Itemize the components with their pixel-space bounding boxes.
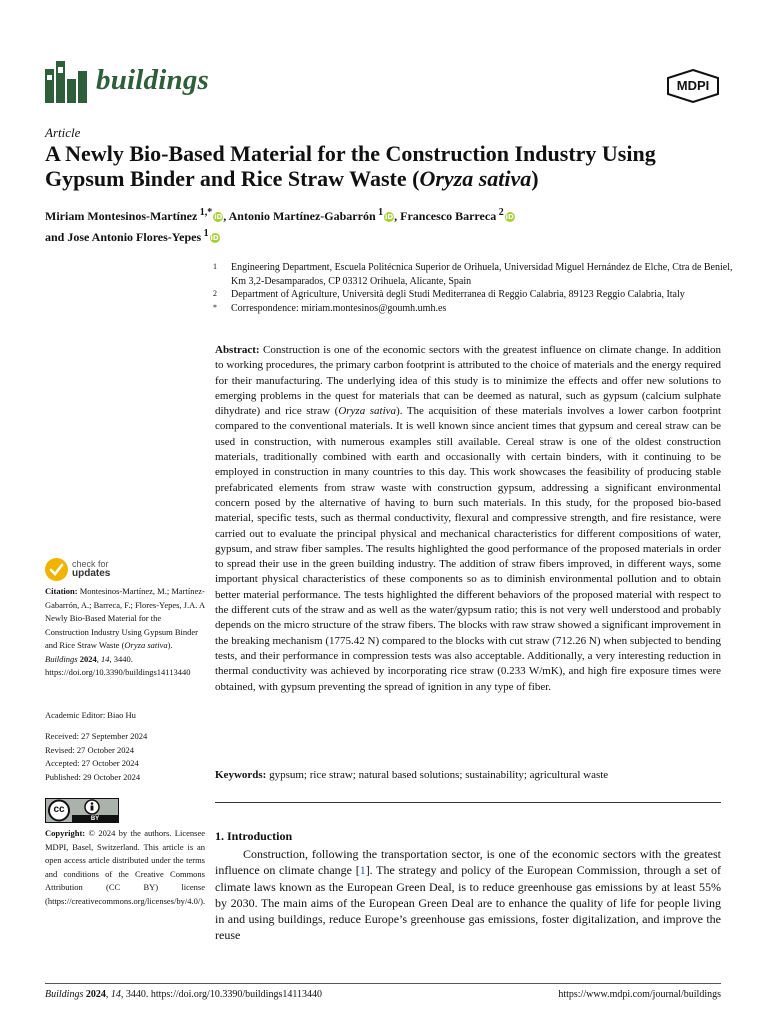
introduction-paragraph: [215, 846, 721, 944]
keywords: [215, 768, 721, 783]
dates-block: [45, 730, 205, 784]
journal-name: buildings: [96, 64, 210, 96]
citation-journal: Buildings: [45, 653, 78, 664]
affiliation-number: 2: [213, 289, 217, 298]
citation-volume: 14: [100, 653, 110, 664]
abstract-text: Construction is one of the economic sectors with the greatest influence on climate change. In addition to working procedures, the primary carbon footprint is attributed to the choice of materials and the energy required for their manufacturing. The underlying idea of this study is to minimize the effects and offer new solutions to emerging problems in the quest for materials that can be deemed as natural, such as gypsum (calcium sulphate dihydrate) and rice straw (: [215, 344, 721, 418]
title-species: Oryza sativa: [419, 166, 532, 191]
affiliations: [213, 261, 733, 315]
affiliation-item: [213, 261, 733, 288]
updates-text: updates: [72, 568, 111, 579]
article-title: [45, 141, 735, 191]
affiliation-text: Department of Agriculture, Università degli Studi Mediterranea di Reggio Calabria, 89123 Reggio Calabria, Italy: [231, 289, 685, 300]
footer-journal-url[interactable]: https://www.mdpi.com/journal/buildings: [558, 989, 721, 1000]
cc-by-license-badge[interactable]: [45, 798, 119, 823]
citation-species: Oryza sativa: [124, 640, 168, 650]
footer-year: 2024: [83, 989, 106, 1000]
date-revised: Revised: 27 October 2024: [45, 744, 134, 755]
affiliation-number: *: [213, 302, 217, 312]
abstract-text-cont: ). The acquisition of these materials involves a lower carbon footprint compared to the conventional materials. It is well known since ancient times that gypsum and cereal straw can be used in construction, with numerous examples still available. Cereal straw is one of the oldest construction materials, traditionally combined with earth and occasionally with certain binders, with it continuing to be employed in construction in many countries to this day. This work showcases the feasibility of producing stable prefabricated elements from straw waste with construction gypsum, addressing a significant environmental concern posed by the alternative of having to burn such materials. In this study, for the proposed bio-based material, specific tests, such as thermal conductivity, flexural and compressive strength, and fire resistance, were carried out to evaluate the principal physical and mechanical characteristics for different compositions of water, gypsum, and straw fiber samples. The results highlighted the good performance of the proposed materials in order to spread their use in the green building industry. The addition of straw fibers improved, in different ways, some important physical characteristics of these components so as to diminish environmental pollution and to obtain better material performance. The tests highlighted the different behaviors of the proposed material with respect to the different cuts of the straw and as well as the water/gypsum ratio; this is not very well understood and probably depends on the micro structure of the straw fibers. The blocks with raw straw showed a significant improvement in the breaking mechanism (1775.42 N) compared to the blocks with cut straw (712.26 N) when subjected to bending tests, and their performance in compression tests was also acceptable. Additionally, a very interesting reduction in thermal conductivity was achieved by incorporating rice straw (0.233 W/mK), and high fire exposure times were obtained, with gypsum preventing the spread of ignition in any type of fiber.: [215, 405, 721, 693]
by-text: BY: [90, 816, 100, 822]
check-for-text: check for: [72, 559, 109, 569]
affiliation-number: 1: [213, 262, 217, 271]
author-name[interactable]: Miriam Montesinos-Martínez: [45, 209, 198, 223]
footer-doi[interactable]: , 3440. https://doi.org/10.3390/buildings14113440: [120, 989, 322, 1000]
cc-text: cc: [53, 804, 65, 815]
date-published: Published: 29 October 2024: [45, 771, 141, 782]
copyright-text: © 2024 by the authors. Licensee MDPI, Basel, Switzerland. This article is an open access article distributed under the terms and conditions of the Creative Commons Attribution (CC BY) license (https://creativecommons.org/licenses/by/4.0/).: [45, 828, 206, 906]
buildings-logo-icon: [45, 61, 89, 103]
author-affil: 1: [201, 228, 209, 239]
orcid-icon[interactable]: iD: [505, 213, 514, 221]
title-close: ): [531, 166, 539, 191]
citation-text: ,: [96, 653, 101, 664]
footer-volume: 14: [110, 989, 121, 1000]
check-for-updates-badge[interactable]: [45, 558, 155, 582]
footer-divider: [45, 983, 721, 984]
section-divider: [215, 802, 721, 803]
author-list: [45, 204, 725, 246]
intro-text-cont: ]. The strategy and policy of the European Commission, through a set of climate laws known as the European Green Deal, is to reduce greenhouse gas emissions by at least 55% by 2030. The main aims of the European Green Deal are to enhance the quality of life for people living in and using buildings, reduce Europe’s greenhouse gas emissions, foster digitalization, and improve the reuse: [215, 863, 721, 943]
copyright-label: Copyright:: [45, 828, 86, 838]
mdpi-logo: [666, 69, 720, 103]
abstract-label: Abstract:: [215, 344, 260, 356]
citation-doi[interactable]: , 3440. https://doi.org/10.3390/buildings14113440: [45, 653, 191, 677]
copyright-block: [45, 827, 205, 908]
keywords-label: Keywords:: [215, 769, 267, 781]
footer-citation: [45, 988, 322, 1001]
author-affil: 1: [375, 207, 384, 218]
citation-text: ).: [167, 640, 173, 650]
citation-label: Citation:: [45, 586, 78, 596]
affiliation-item: [213, 302, 733, 316]
author-name[interactable]: , Antonio Martínez-Gabarrón: [223, 209, 376, 223]
article-type: Article: [45, 125, 81, 140]
citation-year: 2024: [77, 653, 97, 664]
orcid-icon[interactable]: iD: [210, 234, 219, 242]
reference-link[interactable]: 1: [359, 863, 366, 878]
footer-journal: Buildings: [45, 989, 84, 1000]
orcid-icon[interactable]: iD: [214, 213, 223, 221]
orcid-icon[interactable]: iD: [385, 213, 394, 221]
footer-sep: ,: [105, 989, 111, 1000]
abstract: [215, 343, 721, 695]
author-affil: 1,*: [197, 207, 213, 218]
citation-block: [45, 585, 205, 680]
affiliation-text: Engineering Department, Escuela Politécnica Superior de Orihuela, Universidad Miguel Hernández de Elche, Ctra de Beniel, Km 3,2-Desamparados, CP 03312 Orihuela, Alicante, Spain: [231, 262, 733, 287]
keywords-text: gypsum; rice straw; natural based solutions; sustainability; agricultural waste: [266, 769, 609, 781]
author-affil: 2: [496, 207, 504, 218]
citation-text: Montesinos-Martínez, M.; Martínez-Gabarrón, A.; Barreca, F.; Flores-Yepes, J.A. A Newly Bio-Based Material for the Construction Industry Using Gypsum Binder and Rice Straw Waste (: [45, 586, 205, 650]
author-name[interactable]: and Jose Antonio Flores-Yepes: [45, 230, 202, 244]
date-received: Received: 27 September 2024: [45, 731, 148, 741]
affiliation-item: [213, 288, 733, 302]
correspondence-text[interactable]: Correspondence: miriam.montesinos@goumh.umh.es: [231, 302, 447, 314]
title-text: A Newly Bio-Based Material for the Construction Industry Using Gypsum Binder and Rice Straw Waste (: [45, 141, 656, 191]
date-accepted: Accepted: 27 October 2024: [45, 758, 139, 768]
mdpi-logo-text: MDPI: [676, 78, 710, 93]
section-heading-introduction: 1. Introduction: [215, 829, 293, 843]
intro-text: Construction, following the transportation sector, is one of the economic sectors with the greatest influence on climate change [: [215, 847, 721, 878]
abstract-species: Oryza sativa: [338, 405, 397, 418]
author-name[interactable]: , Francesco Barreca: [394, 209, 497, 223]
check-icon: [45, 558, 68, 581]
academic-editor: Academic Editor: Biao Hu: [45, 710, 136, 720]
